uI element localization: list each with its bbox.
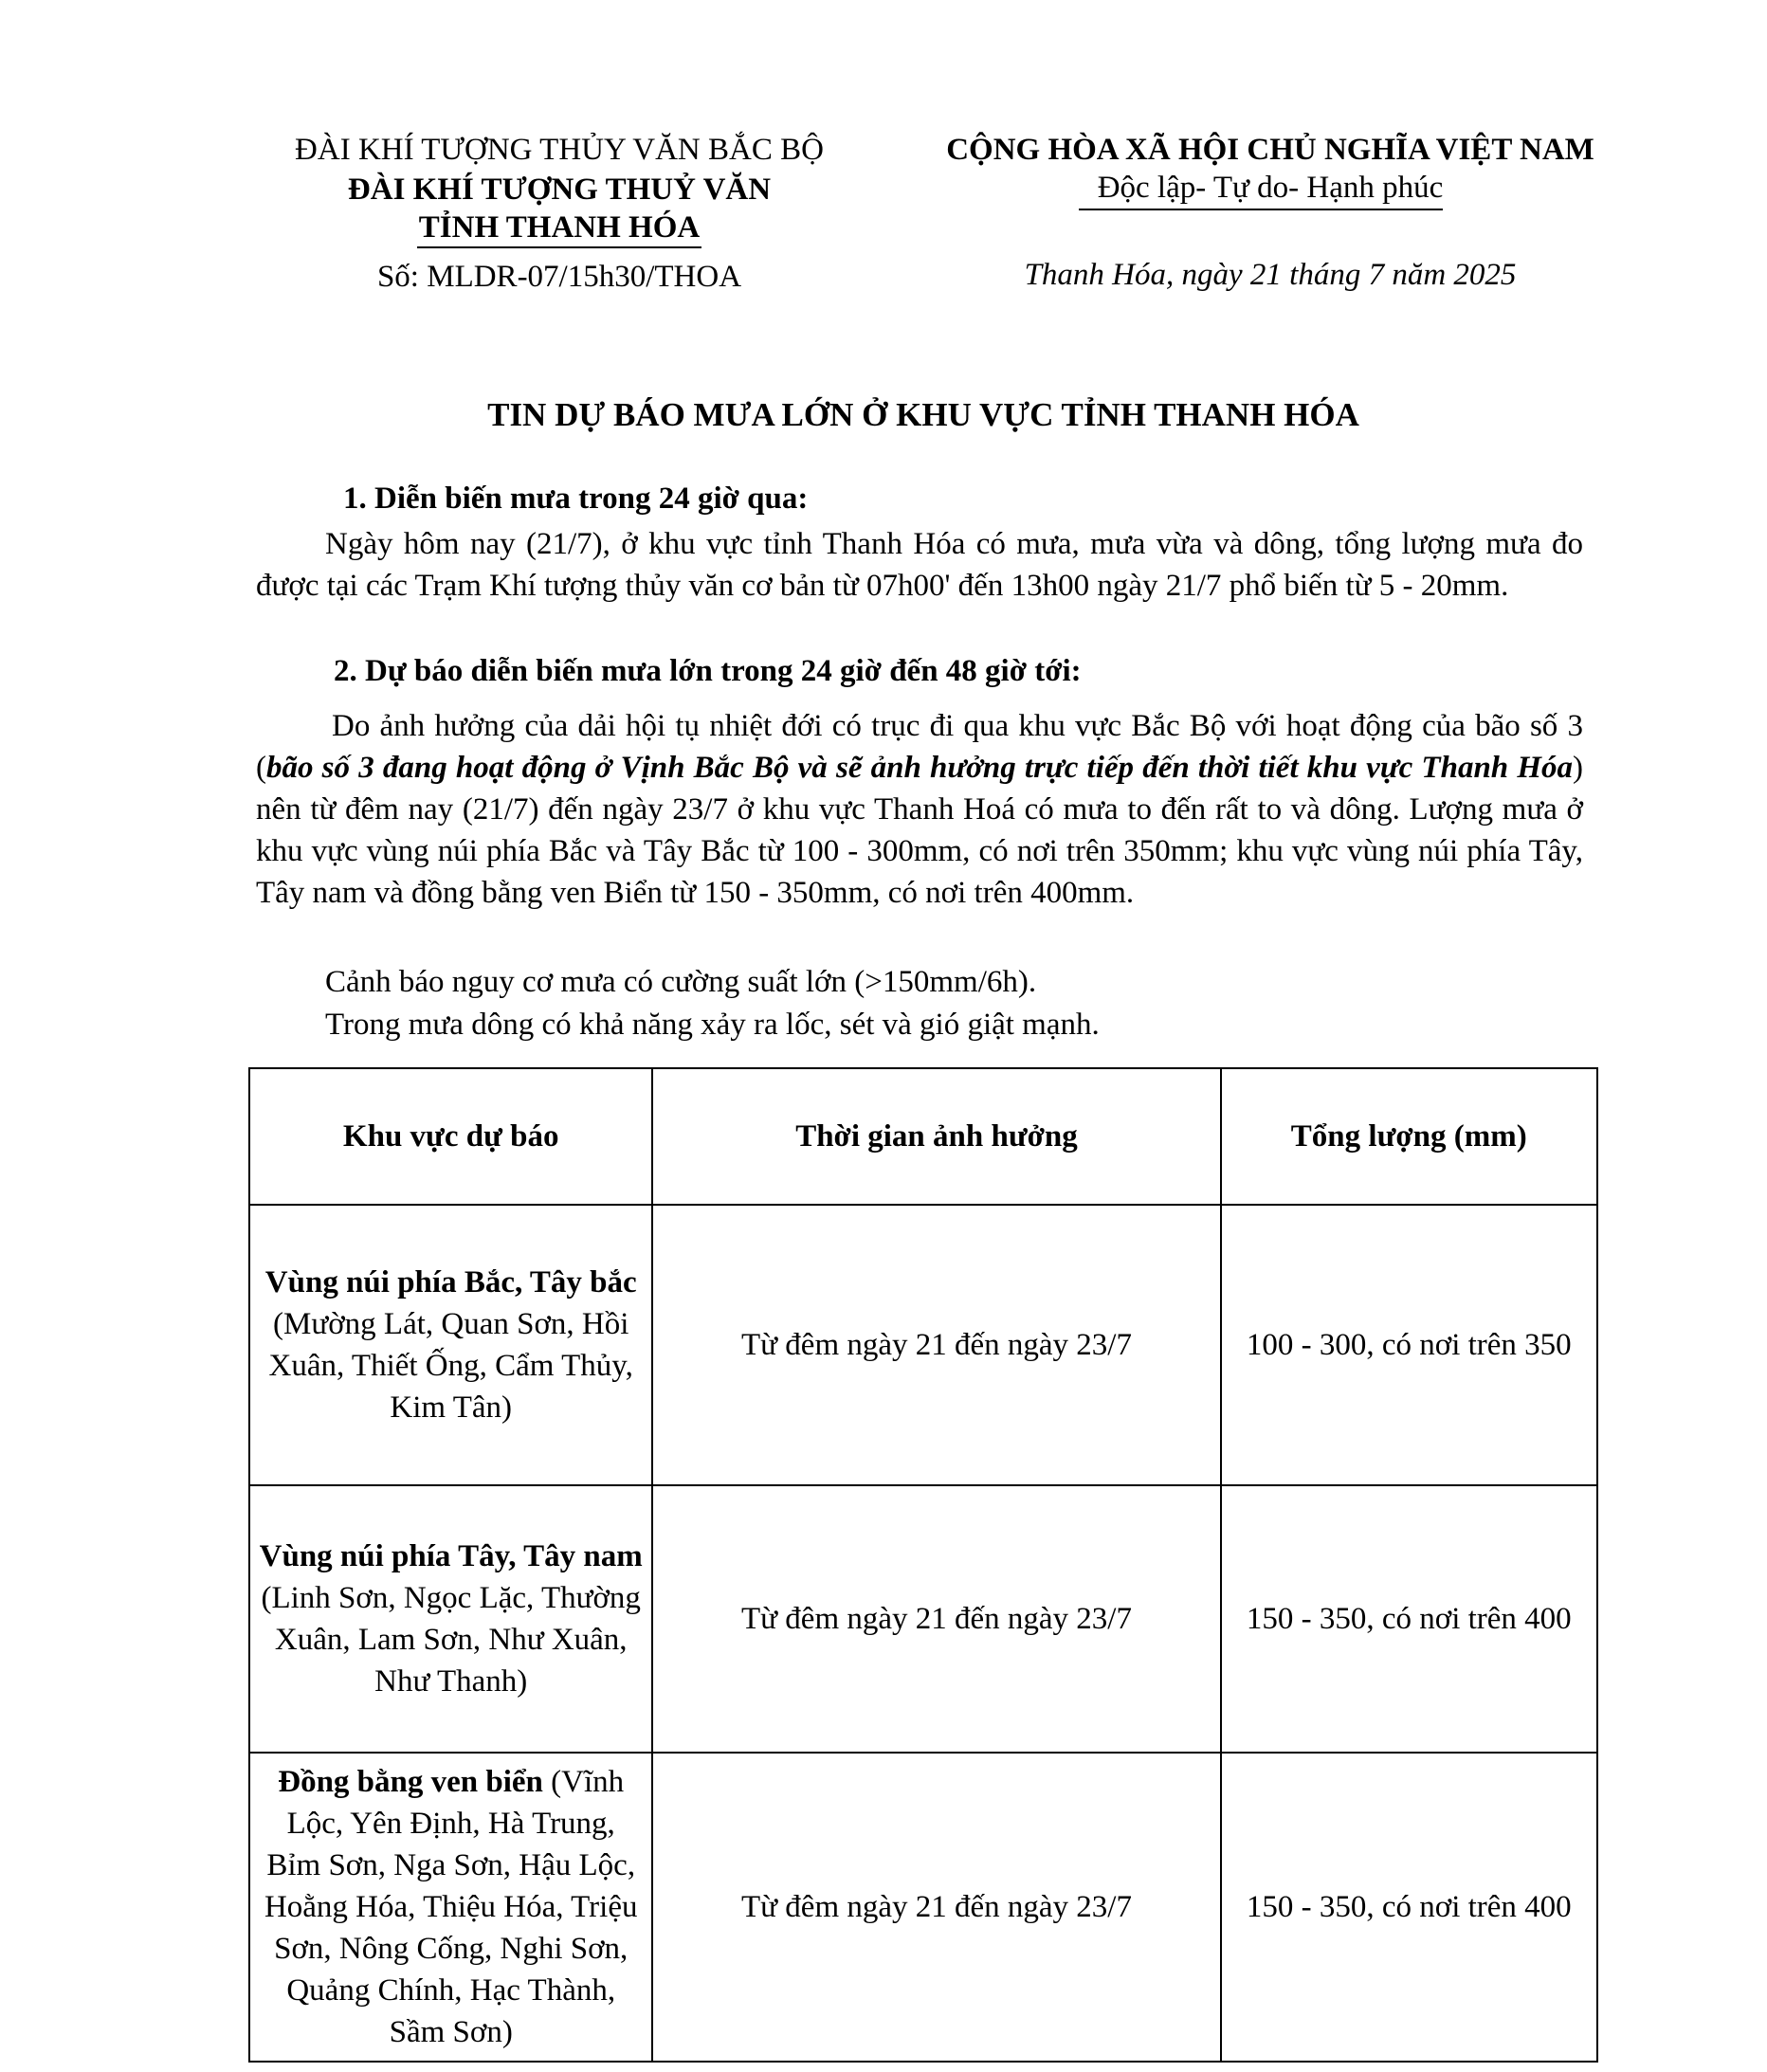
motto-underline	[1079, 209, 1443, 210]
amount-cell: 150 - 350, có nơi trên 400	[1221, 1485, 1597, 1753]
section2-body-b: ) nên từ đêm nay (21/7) đến ngày 23/7 ở khu vực Thanh Hoá có mưa to đến rất to và dông. Lượng mưa ở khu vực vùng núi phía Bắc và Tây Bắc từ 100 - 300mm, có nơi trên 350mm; khu vực vùng núi phía Tây, Tây nam và đồng bằng ven Biển từ 150 - 350mm, có nơi trên 400mm.	[256, 751, 1583, 910]
section1-body: Ngày hôm nay (21/7), ở khu vực tỉnh Thanh Hóa có mưa, mưa vừa và dông, tổng lượng mưa đo được tại các Trạm Khí tượng thủy văn cơ bản từ 07h00' đến 13h00 ngày 21/7 phổ biến từ 5 - 20mm.	[256, 527, 1583, 603]
header-time: Thời gian ảnh hưởng	[652, 1068, 1220, 1205]
table-row	[249, 1485, 1597, 1753]
section2-heading: 2. Dự báo diễn biến mưa lớn trong 24 giờ đến 48 giờ tới:	[334, 654, 1082, 688]
agency-name: ĐÀI KHÍ TƯỢNG THUỶ VĂN	[347, 173, 772, 207]
area-name: Vùng núi phía Bắc, Tây bắc	[264, 1265, 637, 1300]
national-motto: Độc lập- Tự do- Hạnh phúc	[1097, 171, 1444, 205]
section2-text	[256, 705, 1583, 914]
time-cell: Từ đêm ngày 21 đến ngày 23/7	[652, 1753, 1220, 2062]
section1-text	[256, 523, 1583, 607]
agency-parent: ĐÀI KHÍ TƯỢNG THỦY VĂN BẮC BỘ	[295, 133, 824, 167]
area-name: Đồng bằng ven biển	[278, 1765, 543, 1799]
area-districts: (Mường Lát, Quan Sơn, Hồi Xuân, Thiết Ống, Cẩm Thủy, Kim Tân)	[268, 1307, 633, 1425]
thunder-warning: Trong mưa dông có khả năng xảy ra lốc, sét và gió giật mạnh.	[325, 1008, 1100, 1042]
header-amount: Tổng lượng (mm)	[1221, 1068, 1597, 1205]
section2-emphasis: bão số 3 đang hoạt động ở Vịnh Bắc Bộ và sẽ ảnh hưởng trực tiếp đến thời tiết khu vực Thanh Hóa	[266, 751, 1573, 785]
intensity-warning: Cảnh báo nguy cơ mưa có cường suất lớn (>150mm/6h).	[325, 965, 1037, 999]
time-cell: Từ đêm ngày 21 đến ngày 23/7	[652, 1205, 1220, 1485]
forecast-table	[248, 1067, 1598, 2063]
document-title: TIN DỰ BÁO MƯA LỚN Ở KHU VỰC TỈNH THANH HÓA	[487, 396, 1359, 433]
area-cell	[249, 1485, 652, 1753]
table-header-row	[249, 1068, 1597, 1205]
agency-underline	[417, 246, 701, 248]
area-name: Vùng núi phía Tây, Tây nam	[259, 1539, 643, 1573]
header-area: Khu vực dự báo	[249, 1068, 652, 1205]
section2-body-a: Do ảnh hưởng của dải hội tụ nhiệt đới có trục đi qua khu vực Bắc Bộ với hoạt động của bão số 3 (	[256, 709, 1583, 785]
area-cell	[249, 1205, 652, 1485]
area-districts: (Linh Sơn, Ngọc Lặc, Thường Xuân, Lam Sơn, Như Xuân, Như Thanh)	[261, 1581, 641, 1699]
document-date: Thanh Hóa, ngày 21 tháng 7 năm 2025	[1024, 258, 1517, 292]
time-cell: Từ đêm ngày 21 đến ngày 23/7	[652, 1485, 1220, 1753]
section1-heading: 1. Diễn biến mưa trong 24 giờ qua:	[343, 482, 809, 516]
amount-cell: 100 - 300, có nơi trên 350	[1221, 1205, 1597, 1485]
republic-name: CỘNG HÒA XÃ HỘI CHỦ NGHĨA VIỆT NAM	[946, 133, 1594, 167]
table-row	[249, 1205, 1597, 1485]
amount-cell: 150 - 350, có nơi trên 400	[1221, 1753, 1597, 2062]
document-number: Số: MLDR-07/15h30/THOA	[376, 260, 742, 294]
table-row	[249, 1753, 1597, 2062]
area-districts: (Vĩnh Lộc, Yên Định, Hà Trung, Bỉm Sơn, Nga Sơn, Hậu Lộc, Hoằng Hóa, Thiệu Hóa, Triệu Sơn, Nông Cống, Nghi Sơn, Quảng Chính, Hạc Thành, Sầm Sơn)	[264, 1765, 638, 2049]
agency-province: TỈNH THANH HÓA	[418, 210, 701, 245]
area-cell	[249, 1753, 652, 2062]
